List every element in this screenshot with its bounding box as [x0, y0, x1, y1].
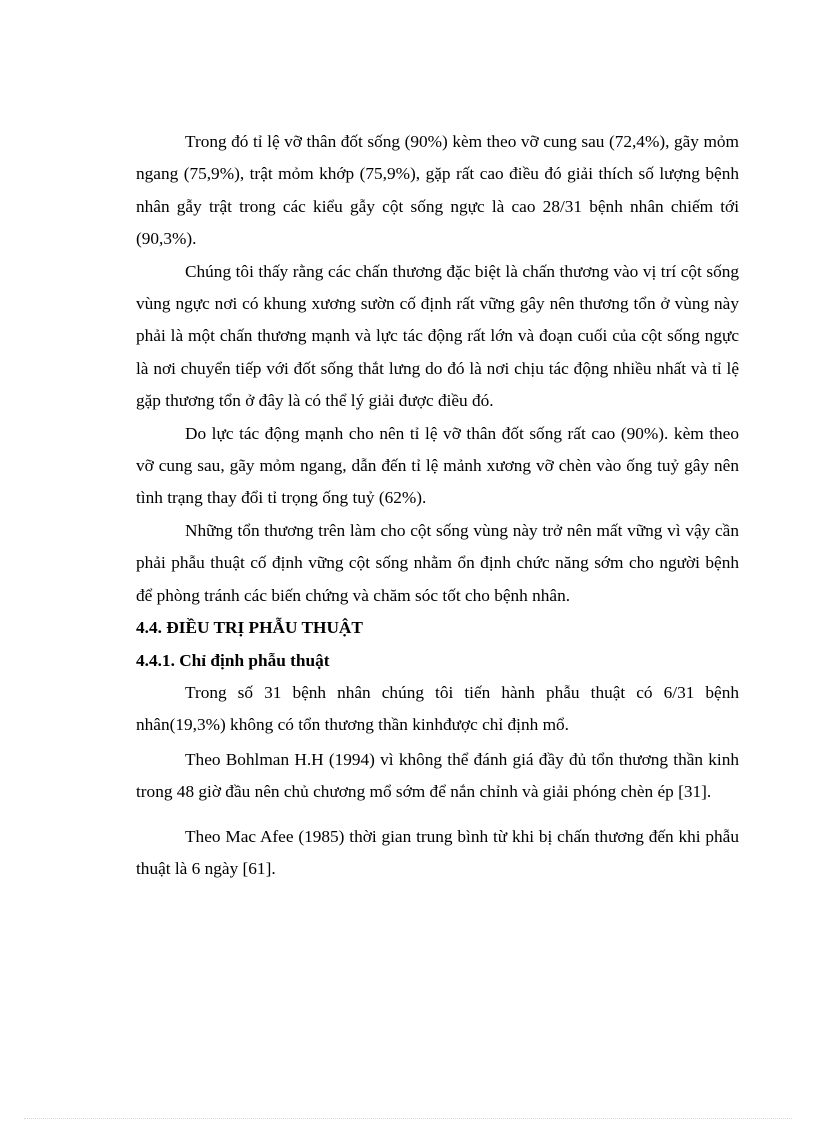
paragraph-bohlman: Theo Bohlman H.H (1994) vì không thể đánh giá đầy đủ tổn thương thần kinh trong 48 giờ đầu nên chủ chương mổ sớm để nắn chỉnh và giải phóng chèn ép [31]. — [136, 749, 739, 802]
paragraph-spinal-canal-change: Do lực tác động mạnh cho nên tỉ lệ vỡ thân đốt sống rất cao (90%). kèm theo vỡ cung sau, gãy mỏm ngang, dẫn đến tỉ lệ mảnh xương vỡ chèn vào ống tuỷ gây nên tình trạng thay đổi tỉ trọng ống tuỷ (62%). — [136, 423, 739, 508]
paragraph-mac-afee: Theo Mac Afee (1985) thời gian trung bình từ khi bị chấn thương đến khi phẫu thuật là 6 ngày [61]. — [136, 826, 739, 878]
subsection-heading-surgical-indication: 4.4.1. Chỉ định phẫu thuật — [136, 650, 330, 670]
paragraph-thoracic-injury-discussion: Chúng tôi thấy rằng các chấn thương đặc biệt là chấn thương vào vị trí cột sống vùng ngực nơi có khung xương sườn cố định rất vững gây nên thương tổn ở vùng này phải là một chấn thương mạnh và lực tác động rất lớn và đoạn cuối của cột sống ngực là nơi chuyển tiếp với đốt sống thắt lưng do đó là nơi chịu tác động nhiều nhất và tỉ lệ gặp thương tổn ở đây là có thể lý giải được điều đó. — [136, 261, 739, 411]
paragraph-vertebral-fracture-rates: Trong đó tỉ lệ vỡ thân đốt sống (90%) kèm theo vỡ cung sau (72,4%), gãy mỏm ngang (75,9%), trật mỏm khớp (75,9%), gặp rất cao điều đó giải thích số lượng bệnh nhân gẫy trật trong các kiểu gẫy cột sống ngực là cao 28/31 bệnh nhân chiếm tới (90,3%). — [136, 132, 739, 249]
paragraph-surgery-necessity: Những tổn thương trên làm cho cột sống vùng này trở nên mất vững vì vậy cần phải phẫu thuật cố định vững cột sống nhằm ổn định chức năng sớm cho người bệnh để phòng tránh các biến chứng và chăm sóc tốt cho bệnh nhân. — [136, 520, 739, 605]
page-bottom-divider — [24, 1118, 792, 1119]
section-heading-surgical-treatment: 4.4. ĐIỀU TRỊ PHẪU THUẬT — [136, 618, 363, 638]
document-page — [136, 126, 739, 885]
paragraph-surgery-cases: Trong số 31 bệnh nhân chúng tôi tiến hành phẫu thuật có 6/31 bệnh nhân(19,3%) không có tổn thương thần kinhđược chỉ định mổ. — [136, 682, 739, 735]
